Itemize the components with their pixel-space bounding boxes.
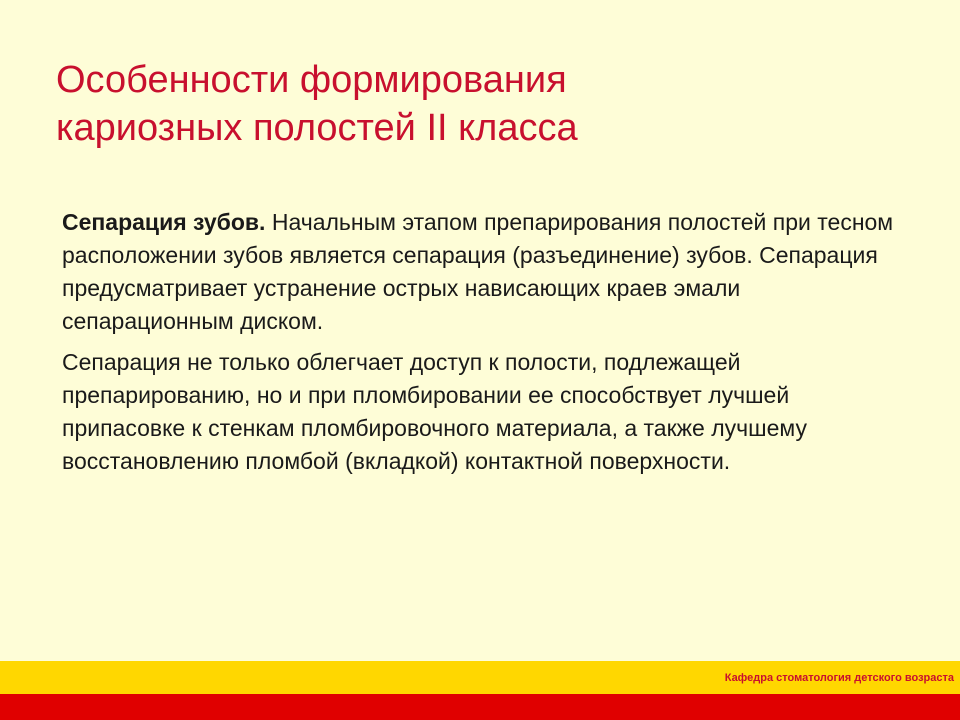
paragraph-2: Сепарация не только облегчает доступ к полости, подлежащей препарированию, но и при пломбировании ее способствует лучшей припасовке к стенкам пломбировочного материала, а также лучшему восстановлению пломбой (вкладкой) контактной поверхности. [62, 349, 807, 474]
slide-title [56, 56, 916, 152]
footer-band-red [0, 694, 960, 720]
paragraph-1-lead: Сепарация зубов. [62, 209, 266, 235]
slide-title-line-1: Особенности формирования [56, 59, 567, 101]
paragraph-1-text: Начальным этапом препарирования полостей при тесном расположении зубов является сепарация (разъединение) зубов. Сепарация предусматривает устранение острых нависающих краев эмали сепарационным диском. [62, 209, 894, 334]
footer-department-label: Кафедра стоматология детского возраста [724, 672, 954, 684]
paragraph-1 [62, 206, 912, 338]
slide-body [62, 206, 912, 486]
slide-title-line-2: кариозных полостей II класса [56, 107, 578, 149]
